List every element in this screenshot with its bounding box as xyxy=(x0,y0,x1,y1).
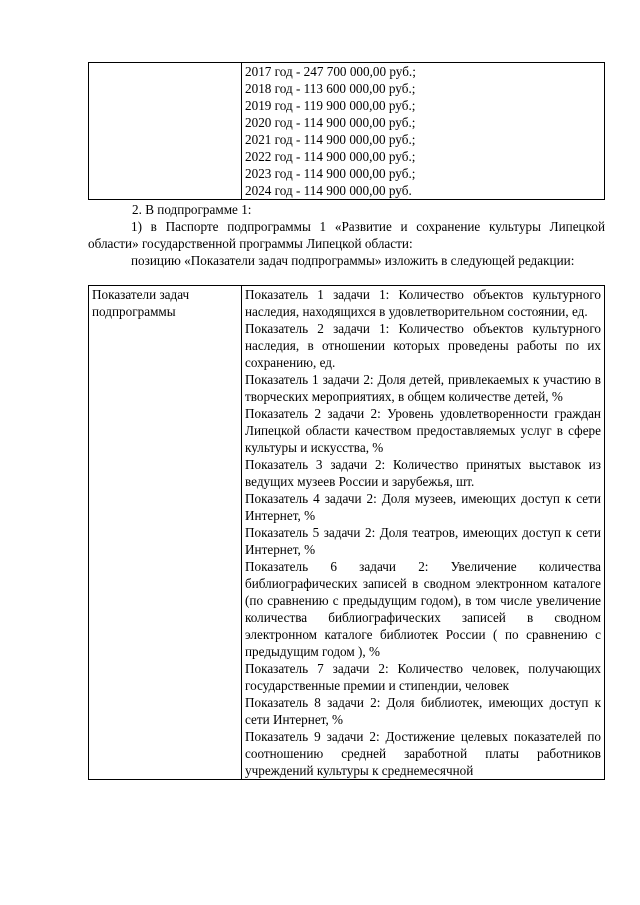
indicator-item: Показатель 4 задачи 2: Доля музеев, имеющих доступ к сети Интернет, % xyxy=(245,491,601,523)
indicator-item: Показатель 2 задачи 1: Количество объектов культурного наследия, в отношении которых проведены работы по их сохранению, ед. xyxy=(245,321,601,370)
funding-year-line: 2018 год - 113 600 000,00 руб.; xyxy=(245,81,416,96)
indicator-item: Показатель 1 задачи 1: Количество объектов культурного наследия, находящихся в удовлетворительном состоянии, ед. xyxy=(245,287,601,319)
funding-table xyxy=(88,62,605,200)
paragraph-position: позицию «Показатели задач подпрограммы» изложить в следующей редакции: xyxy=(131,253,575,268)
indicator-item: Показатель 7 задачи 2: Количество человек, получающих государственные премии и стипендии, человек xyxy=(245,661,601,693)
funding-year-line: 2021 год - 114 900 000,00 руб.; xyxy=(245,132,416,147)
indicator-item: Показатель 3 задачи 2: Количество принятых выставок из ведущих музеев России и зарубежья, шт. xyxy=(245,457,601,489)
funding-year-line: 2023 год - 114 900 000,00 руб.; xyxy=(245,166,416,181)
funding-year-line: 2019 год - 119 900 000,00 руб.; xyxy=(245,98,416,113)
indicators-list-cell xyxy=(242,286,605,780)
funding-year-line: 2024 год - 114 900 000,00 руб. xyxy=(245,183,412,198)
indicators-table xyxy=(88,285,605,780)
indicator-item: Показатель 5 задачи 2: Доля театров, имеющих доступ к сети Интернет, % xyxy=(245,525,601,557)
paragraph-passport: 1) в Паспорте подпрограммы 1 «Развитие и сохранение культуры Липецкой области» государственной программы Липецкой области: xyxy=(88,219,605,251)
paragraph-subprogram: 2. В подпрограмме 1: xyxy=(132,202,252,217)
indicator-item: Показатель 6 задачи 2: Увеличение количества библиографических записей в сводном электронном каталоге (по сравнению с предыдущим годом), в том числе увеличение количества библиографических записей в сводном электронном каталоге библиотек России ( по сравнению с предыдущим годом ), % xyxy=(245,559,601,659)
indicator-item: Показатель 8 задачи 2: Доля библиотек, имеющих доступ к сети Интернет, % xyxy=(245,695,601,727)
indicator-item: Показатель 9 задачи 2: Достижение целевых показателей по соотношению средней заработной платы работников учреждений культуры к среднемесячной xyxy=(245,729,601,778)
funding-year-line: 2017 год - 247 700 000,00 руб.; xyxy=(245,64,416,79)
funding-year-line: 2022 год - 114 900 000,00 руб.; xyxy=(245,149,416,164)
funding-year-line: 2020 год - 114 900 000,00 руб.; xyxy=(245,115,416,130)
funding-table-left-cell xyxy=(89,63,242,200)
indicators-label-cell: Показатели задач подпрограммы xyxy=(89,286,242,780)
indicator-item: Показатель 1 задачи 2: Доля детей, привлекаемых к участию в творческих мероприятиях, в общем количестве детей, % xyxy=(245,372,601,404)
funding-table-right-cell xyxy=(242,63,605,200)
indicator-item: Показатель 2 задачи 2: Уровень удовлетворенности граждан Липецкой области качеством предоставляемых услуг в сфере культуры и искусства, % xyxy=(245,406,601,455)
